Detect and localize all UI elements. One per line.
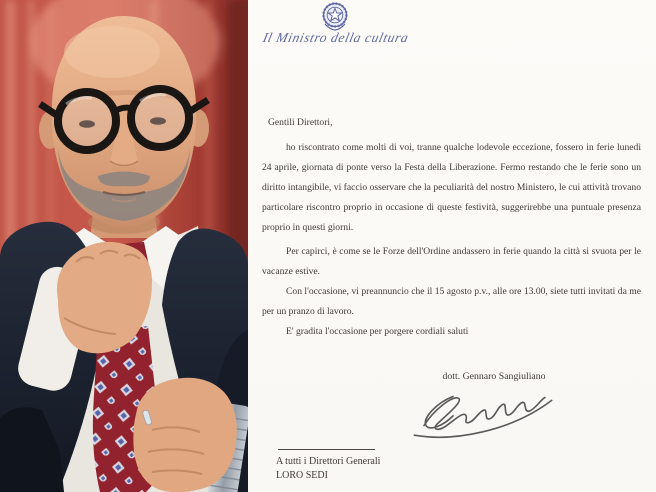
signer-name: dott. Gennaro Sangiuliano [442, 371, 546, 382]
recipients-block [276, 449, 380, 483]
paragraph: Per capirci, è come se le Forze dell'Ordine andassero in ferie quando la città si svuota per le vacanze estive. [262, 246, 641, 277]
signature-icon [410, 383, 556, 441]
ministry-letter [248, 0, 656, 492]
recipient-line: A tutti i Direttori Generali [276, 456, 381, 467]
left-hand [133, 378, 236, 492]
minister-portrait-illustration [0, 0, 248, 492]
letter-body [262, 113, 641, 342]
letterhead-title: Il Ministro della cultura [261, 30, 411, 45]
closing-line: E' gradita l'occasione per porgere cordiali saluti [286, 326, 469, 337]
footer-rule [278, 449, 375, 450]
paragraph: Con l'occasione, vi preannuncio che il 15 agosto p.v., alle ore 13.00, siete tutti invitati da me per un pranzo di lavoro. [262, 286, 641, 317]
recipient-line: LORO SEDI [276, 470, 328, 481]
salutation: Gentili Direttori, [268, 117, 333, 128]
italy-emblem-icon [321, 2, 349, 32]
paragraph: ho riscontrato come molti di voi, tranne qualche lodevole eccezione, fossero in ferie lunedì 24 aprile, giornata di ponte verso la Festa della Liberazione. Fermo restando che le ferie sono un diritto intangibile, vi faccio osservare che la peculiarità del nostro Ministero, le cui attività trovano particolare riscontro proprio in occasione di queste festività, suggerirebbe una puntuale presenza proprio in questi giorni. [262, 142, 641, 233]
minister-photo [0, 0, 248, 492]
